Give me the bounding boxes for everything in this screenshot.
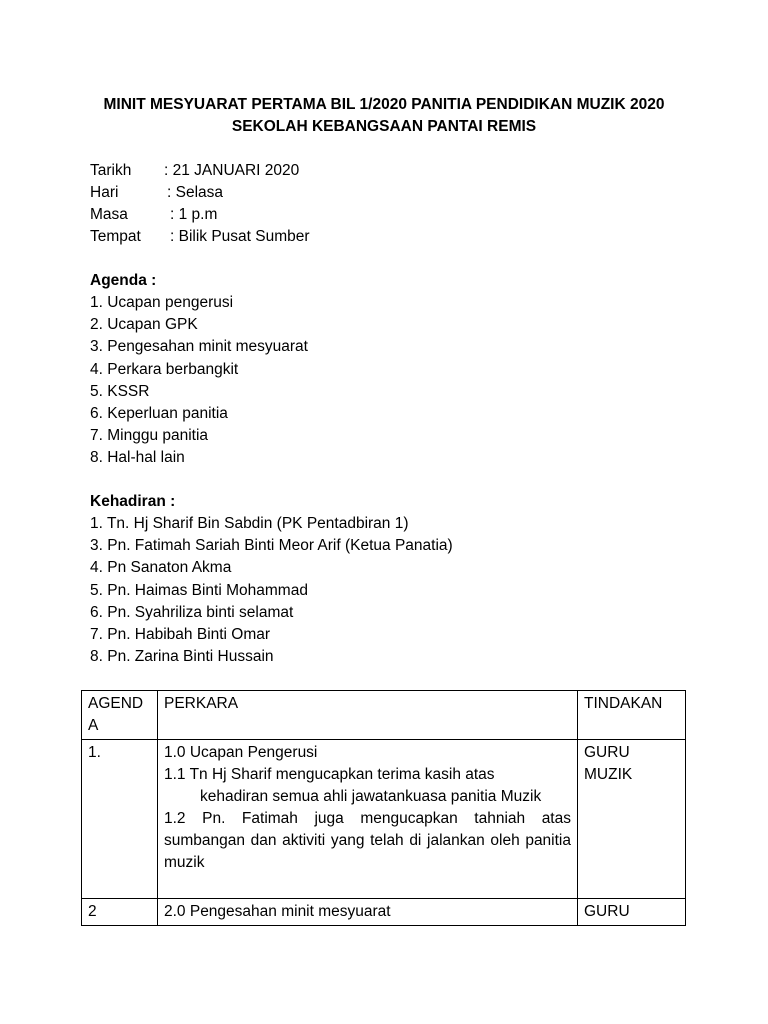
meta-value: : Bilik Pusat Sumber [170, 228, 310, 245]
list-item: 7. Pn. Habibah Binti Omar [90, 625, 271, 643]
list-item: 1. Tn. Hj Sharif Bin Sabdin (PK Pentadbiran 1) [90, 515, 409, 532]
table-header-row [82, 691, 686, 740]
list-item: 3. Pengesahan minit mesyuarat [90, 338, 308, 356]
list-item: 1. Ucapan pengerusi [90, 294, 234, 311]
perkara-line: 1.2 Pn. Fatimah juga mengucapkan tahniah atas sumbangan dan aktiviti yang telah di jalankan oleh panitia muzik [164, 810, 571, 871]
list-item: 8. Hal-hal lain [90, 449, 185, 467]
list-item: 8. Pn. Zarina Binti Hussain [90, 648, 274, 666]
header-agenda [82, 691, 158, 740]
table-row [82, 740, 686, 899]
cell-agenda: 1. [82, 740, 158, 899]
meta-value: : 21 JANUARI 2020 [164, 162, 300, 179]
table-row [82, 899, 686, 926]
kehadiran-list [90, 513, 453, 668]
meta-label: Tarikh [90, 162, 132, 179]
meta-value: : Selasa [167, 184, 224, 201]
perkara-line: 1.0 Ucapan Pengerusi [164, 744, 318, 761]
meta-label: Tempat [90, 228, 141, 245]
list-item: 6. Pn. Syahriliza binti selamat [90, 603, 294, 621]
document-title-line1: MINIT MESYUARAT PERTAMA BIL 1/2020 PANITIA PENDIDIKAN MUZIK 2020 [103, 96, 665, 113]
list-item: 5. KSSR [90, 382, 150, 400]
list-item: 4. Pn Sanaton Akma [90, 559, 232, 577]
cell-perkara [158, 899, 578, 926]
agenda-list [90, 292, 308, 470]
list-item: 3. Pn. Fatimah Sariah Binti Meor Arif (Ketua Panatia) [90, 537, 453, 555]
header-tindakan: TINDAKAN [578, 691, 686, 740]
list-item: 7. Minggu panitia [90, 427, 209, 445]
meta-value: : 1 p.m [170, 206, 218, 223]
cell-perkara [158, 740, 578, 899]
perkara-line: kehadiran semua ahli jawatankuasa panitia Muzik [200, 788, 542, 805]
list-item: 6. Keperluan panitia [90, 404, 228, 422]
cell-tindakan [578, 740, 686, 899]
list-item: 5. Pn. Haimas Binti Mohammad [90, 581, 308, 599]
cell-agenda: 2 [82, 899, 158, 926]
list-item: 2. Ucapan GPK [90, 316, 198, 334]
header-agenda-label: AGENDA [88, 695, 144, 734]
meta-label: Hari [90, 184, 119, 201]
perkara-line: 2.0 Pengesahan minit mesyuarat [164, 903, 391, 920]
tindakan-label: GURU MUZIK [584, 744, 633, 783]
perkara-line: 1.1 Tn Hj Sharif mengucapkan terima kasih atas [164, 766, 495, 783]
header-perkara: PERKARA [158, 691, 578, 740]
minutes-table [81, 690, 686, 926]
document-title-line2: SEKOLAH KEBANGSAAN PANTAI REMIS [231, 118, 537, 135]
list-item: 4. Perkara berbangkit [90, 360, 239, 378]
kehadiran-heading: Kehadiran : [90, 493, 176, 510]
meta-label: Masa [90, 206, 128, 223]
cell-tindakan: GURU [578, 899, 686, 926]
agenda-heading: Agenda : [90, 272, 157, 289]
